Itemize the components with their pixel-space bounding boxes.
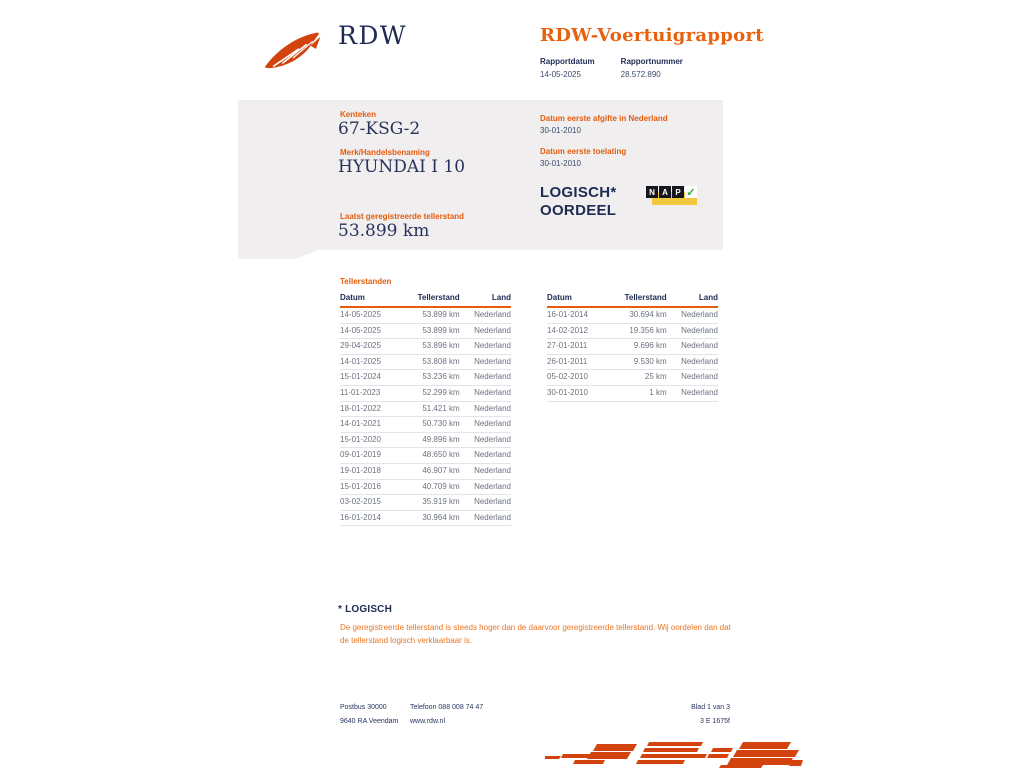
footer-contact: [410, 701, 483, 729]
table-row: [340, 402, 511, 418]
table-cell: 9.696 km: [633, 341, 667, 351]
footer-phone: Telefoon 088 008 74 47: [410, 704, 484, 711]
merk-label: Merk/Handelsbenaming: [340, 148, 430, 157]
table-row: [340, 433, 511, 449]
nap-letter-p: P: [672, 186, 684, 198]
footer-address-line2: 9640 RA Veendam: [340, 718, 399, 725]
table-cell: Nederland: [474, 356, 511, 366]
table-cell: 52.299 km: [422, 387, 460, 397]
kenteken-value: 67-KSG-2: [338, 119, 421, 139]
table-cell: 03-02-2015: [340, 497, 381, 507]
table-cell: Nederland: [681, 325, 718, 335]
tellerstanden-section-title: Tellerstanden: [340, 277, 392, 286]
column-header-datum: Datum: [547, 293, 572, 302]
table-row: [340, 480, 511, 496]
footer-address-line1: Postbus 30000: [340, 704, 387, 711]
table-row: [340, 370, 511, 386]
table-cell: 30.964 km: [422, 512, 460, 522]
table-cell: 49.896 km: [422, 434, 460, 444]
report-number-value: 28.572.890: [620, 70, 661, 79]
table-cell: 15-01-2016: [340, 481, 381, 491]
nap-letter-a: A: [659, 186, 671, 198]
table-cell: Nederland: [474, 325, 511, 335]
logisch-footnote-body: De geregistreerde tellerstand is steeds hoger dan de daarvoor geregistreerde tellerstand. Wij oordelen dan dat de tellerstand logisch verklaarbaar is.: [340, 623, 731, 645]
table-row: [547, 308, 718, 324]
table-row: [340, 339, 511, 355]
table-cell: 40.709 km: [422, 481, 460, 491]
nap-tiles: [646, 186, 697, 198]
table-cell: Nederland: [474, 341, 511, 351]
table-cell: 46.907 km: [422, 465, 460, 475]
report-number-block: [621, 57, 683, 79]
vehicle-panel-tab: [238, 250, 318, 259]
table-cell: Nederland: [474, 512, 511, 522]
table-row: [547, 386, 718, 402]
table-cell: 30-01-2010: [547, 387, 588, 397]
oordeel-verdict: [540, 184, 617, 220]
table-row: [340, 448, 511, 464]
footer-page-number: Blad 1 van 3: [691, 704, 730, 711]
column-header-land: Land: [491, 293, 511, 302]
table-cell: 53.899 km: [422, 325, 460, 335]
table-cell: 16-01-2014: [547, 310, 588, 319]
report-number-label: Rapportnummer: [620, 57, 683, 66]
footer-address: [340, 701, 398, 729]
table-cell: Nederland: [474, 372, 511, 382]
table-cell: Nederland: [681, 310, 718, 319]
table-row: [547, 355, 718, 371]
table-cell: Nederland: [681, 341, 718, 351]
table-cell: 18-01-2022: [340, 403, 381, 413]
tellerstand-label: Laatst geregistreerde tellerstand: [340, 212, 465, 221]
table-cell: 14-02-2012: [547, 325, 588, 335]
table-cell: 14-05-2025: [340, 325, 381, 335]
table-cell: 15-01-2024: [340, 372, 381, 382]
table-cell: 30.694 km: [629, 310, 667, 319]
table-cell: 53.899 km: [422, 310, 460, 319]
table-cell: 26-01-2011: [547, 356, 588, 366]
table-cell: 50.730 km: [422, 419, 460, 429]
table-header: [340, 290, 511, 308]
table-cell: Nederland: [681, 387, 718, 397]
table-row: [547, 324, 718, 340]
table-cell: Nederland: [474, 310, 511, 319]
table-cell: 09-01-2019: [340, 450, 381, 460]
column-header-tellerstand: Tellerstand: [624, 293, 667, 302]
table-cell: Nederland: [474, 481, 511, 491]
column-header-datum: Datum: [340, 293, 365, 302]
table-cell: 19.356 km: [629, 325, 667, 335]
rdw-bird-logo-icon: [253, 29, 333, 71]
footer-form-code: 3 E 1675f: [700, 718, 730, 725]
table-row: [340, 511, 511, 527]
tellerstanden-table-right: [547, 290, 718, 402]
tellerstand-value: 53.899 km: [338, 221, 430, 241]
table-cell: Nederland: [681, 356, 718, 366]
table-row: [340, 386, 511, 402]
table-row: [340, 355, 511, 371]
table-cell: 51.421 km: [422, 403, 460, 413]
table-cell: Nederland: [474, 465, 511, 475]
table-cell: Nederland: [474, 419, 511, 429]
table-cell: 29-04-2025: [340, 341, 381, 351]
table-cell: 16-01-2014: [340, 512, 381, 522]
eerste-toelating-value: 30-01-2010: [540, 159, 581, 168]
footer-page-info: [620, 701, 730, 729]
footer-website: www.rdw.nl: [410, 718, 446, 725]
nap-letter-n: N: [646, 186, 658, 198]
merk-value: HYUNDAI I 10: [338, 157, 466, 177]
table-row: [340, 495, 511, 511]
eerste-toelating-label: Datum eerste toelating: [540, 147, 627, 156]
report-date-block: [540, 57, 595, 79]
table-row: [340, 417, 511, 433]
table-header: [547, 290, 718, 308]
decorative-stripes-graphic: [545, 738, 803, 768]
table-cell: 25 km: [644, 372, 667, 382]
nap-check-icon: ✓: [686, 186, 696, 199]
table-cell: Nederland: [474, 387, 511, 397]
table-cell: 14-05-2025: [340, 310, 381, 319]
table-cell: 27-01-2011: [547, 341, 588, 351]
table-cell: 48.650 km: [422, 450, 460, 460]
table-cell: 19-01-2018: [340, 465, 381, 475]
eerste-afgifte-value: 30-01-2010: [540, 126, 581, 135]
tellerstanden-table-left: [340, 290, 511, 526]
kenteken-label: Kenteken: [340, 110, 377, 119]
report-date-value: 14-05-2025: [540, 70, 581, 79]
table-cell: 53.236 km: [422, 372, 460, 382]
table-cell: 14-01-2025: [340, 356, 381, 366]
table-cell: Nederland: [474, 434, 511, 444]
table-row: [340, 324, 511, 340]
report-meta: [540, 57, 683, 79]
logisch-footnote-title: * LOGISCH: [338, 604, 393, 615]
rdw-logo-text: RDW: [338, 21, 408, 50]
table-cell: Nederland: [474, 497, 511, 507]
table-cell: 11-01-2023: [340, 387, 381, 397]
table-cell: 53.808 km: [422, 356, 460, 366]
table-cell: 9.530 km: [633, 356, 667, 366]
table-row: [340, 464, 511, 480]
table-cell: Nederland: [681, 372, 718, 382]
table-row: [547, 339, 718, 355]
table-row: [340, 308, 511, 324]
table-row: [547, 370, 718, 386]
column-header-tellerstand: Tellerstand: [417, 293, 460, 302]
table-cell: Nederland: [474, 450, 511, 460]
table-cell: 14-01-2021: [340, 419, 381, 429]
table-cell: 05-02-2010: [547, 372, 588, 382]
eerste-afgifte-label: Datum eerste afgifte in Nederland: [540, 114, 668, 123]
table-cell: 15-01-2020: [340, 434, 381, 444]
oordeel-line2: OORDEEL: [540, 202, 617, 219]
report-date-label: Rapportdatum: [540, 57, 595, 66]
table-cell: 1 km: [649, 387, 667, 397]
table-cell: 53.896 km: [422, 341, 460, 351]
document-title: RDW-Voertuigrapport: [540, 25, 764, 46]
table-cell: Nederland: [474, 403, 511, 413]
oordeel-line1: LOGISCH*: [540, 184, 617, 201]
nap-logo: [646, 184, 698, 209]
table-cell: 35.919 km: [422, 497, 460, 507]
column-header-land: Land: [698, 293, 718, 302]
